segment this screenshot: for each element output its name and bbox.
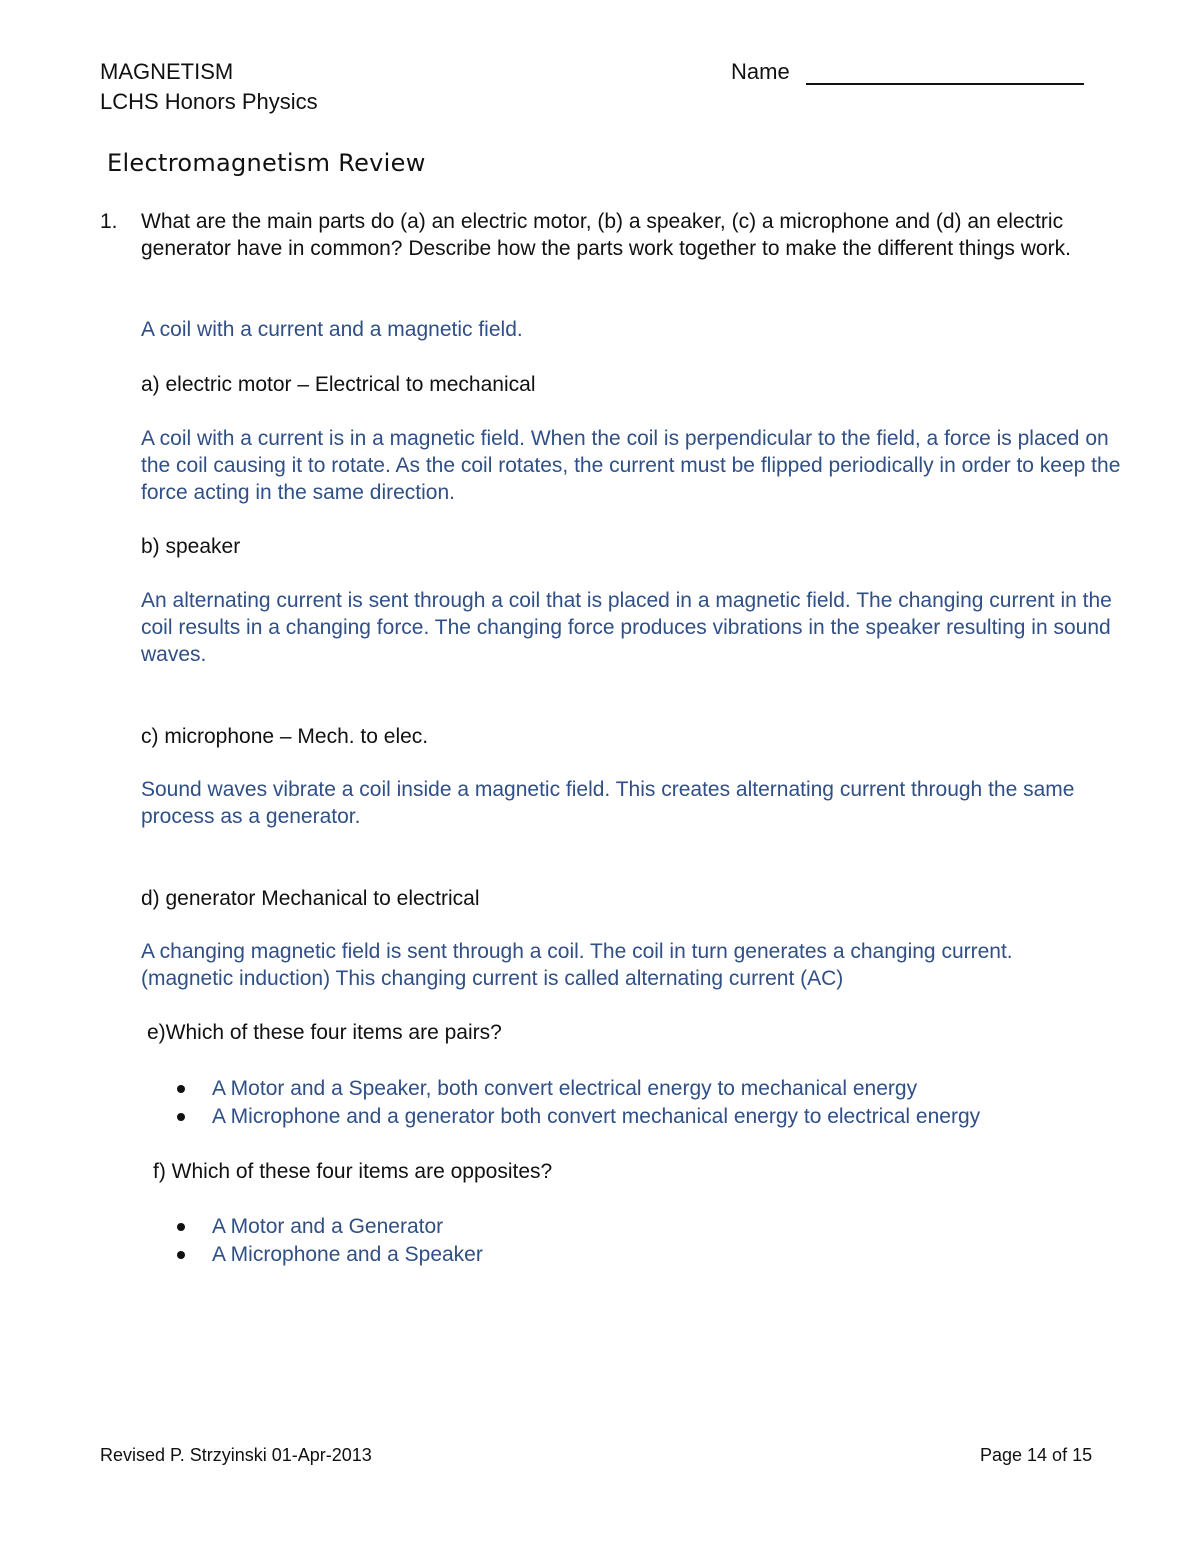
part-f-answers	[141, 1213, 1141, 1269]
footer-page-number: Page 14 of 15	[980, 1445, 1093, 1465]
list-item	[141, 1213, 1141, 1241]
question-number: 1.	[100, 210, 118, 233]
part-b-label: b) speaker	[141, 535, 241, 558]
part-d-label: d) generator Mechanical to electrical	[141, 887, 480, 910]
part-e-answer-2: A Microphone and a generator both convert mechanical energy to electrical energy	[212, 1105, 981, 1128]
header-course-block	[100, 57, 318, 117]
part-d-answer: A changing magnetic field is sent through a coil. The coil in turn generates a changing current. (magnetic induction) This changing current is called alternating current (AC)	[141, 940, 1013, 990]
bullet-icon	[177, 1113, 185, 1121]
header-course: MAGNETISM	[100, 59, 234, 84]
footer-revised: Revised P. Strzyinski 01-Apr-2013	[100, 1445, 372, 1465]
question-answer: A coil with a current and a magnetic field.	[141, 318, 523, 341]
part-b-answer: An alternating current is sent through a coil that is placed in a magnetic field. The changing current in the coil results in a changing force. The changing force produces vibrations in the speaker resulting in sound waves.	[141, 589, 1112, 666]
bullet-icon	[177, 1223, 185, 1231]
list-item	[141, 1075, 1141, 1103]
part-c-answer: Sound waves vibrate a coil inside a magnetic field. This creates alternating current through the same process as a generator.	[141, 778, 1075, 828]
name-blank-line[interactable]	[806, 83, 1084, 85]
part-f-label: f) Which of these four items are opposites?	[153, 1160, 553, 1183]
list-item	[141, 1103, 1141, 1131]
part-f-answer-2: A Microphone and a Speaker	[212, 1243, 483, 1266]
header-school: LCHS Honors Physics	[100, 89, 318, 114]
part-e-label: e)Which of these four items are pairs?	[147, 1021, 502, 1044]
part-c-label: c) microphone – Mech. to elec.	[141, 725, 429, 748]
bullet-icon	[177, 1085, 185, 1093]
part-f-answer-1: A Motor and a Generator	[212, 1215, 444, 1238]
name-label: Name	[731, 59, 790, 84]
part-a-answer: A coil with a current is in a magnetic field. When the coil is perpendicular to the field, a force is placed on the coil causing it to rotate. As the coil rotates, the current must be flipped periodically in order to keep the force acting in the same direction.	[141, 427, 1121, 504]
document-title: Electromagnetism Review	[107, 149, 426, 177]
bullet-icon	[177, 1251, 185, 1259]
part-e-answers	[141, 1075, 1141, 1131]
part-a-label: a) electric motor – Electrical to mechanical	[141, 373, 536, 396]
part-e-answer-1: A Motor and a Speaker, both convert electrical energy to mechanical energy	[212, 1077, 918, 1100]
list-item	[141, 1241, 1141, 1269]
question-text: What are the main parts do (a) an electric motor, (b) a speaker, (c) a microphone and (d) an electric generator have in common? Describe how the parts work together to make the different things work.	[141, 210, 1071, 260]
